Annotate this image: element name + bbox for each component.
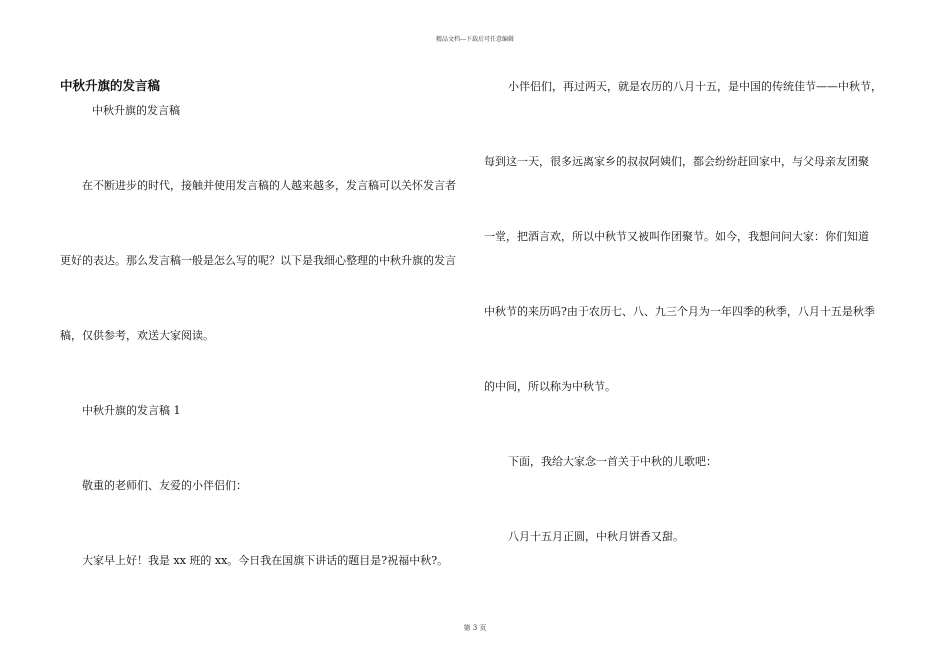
document-subtitle: 中秋升旗的发言稿 bbox=[92, 104, 180, 117]
document-title: 中秋升旗的发言稿 bbox=[60, 78, 161, 93]
intro-line-3: 稿，仅供参考，欢送大家阅读。 bbox=[60, 329, 214, 342]
opening-line: 大家早上好！我是 xx 班的 xx。今日我在国旗下讲话的题目是?祝福中秋?。 bbox=[82, 554, 449, 567]
section-title: 中秋升旗的发言稿 1 bbox=[82, 404, 181, 417]
paragraph-1-line-2: 每到这一天，很多远离家乡的叔叔阿姨们，都会纷纷赶回家中，与父母亲友团聚 bbox=[484, 155, 869, 168]
paragraph-1-line-5: 的中间，所以称为中秋节。 bbox=[484, 380, 616, 393]
poem-line: 八月十五月正圆，中秋月饼香又甜。 bbox=[508, 530, 684, 543]
paragraph-1-line-3: 一堂，把酒言欢，所以中秋节又被叫作团聚节。如今，我想问问大家：你们知道 bbox=[484, 230, 869, 243]
page-number: 第 3 页 bbox=[463, 624, 487, 632]
paragraph-1-line-4: 中秋节的来历吗?由于农历七、八、九三个月为一年四季的秋季，八月十五是秋季 bbox=[484, 305, 875, 318]
paragraph-2: 下面，我给大家念一首关于中秋的儿歌吧： bbox=[508, 455, 717, 468]
page-header: 精品文档---下载后可任意编辑 bbox=[435, 36, 515, 43]
intro-line-1: 在不断进步的时代，接触并使用发言稿的人越来越多，发言稿可以关怀发言者 bbox=[82, 179, 456, 192]
greeting-line: 敬重的老师们、友爱的小伴侣们： bbox=[82, 479, 247, 492]
intro-line-2: 更好的表达。那么发言稿一般是怎么写的呢？以下是我细心整理的中秋升旗的发言 bbox=[60, 254, 456, 267]
paragraph-1-line-1: 小伴侣们，再过两天，就是农历的八月十五，是中国的传统佳节——中秋节， bbox=[508, 80, 882, 93]
